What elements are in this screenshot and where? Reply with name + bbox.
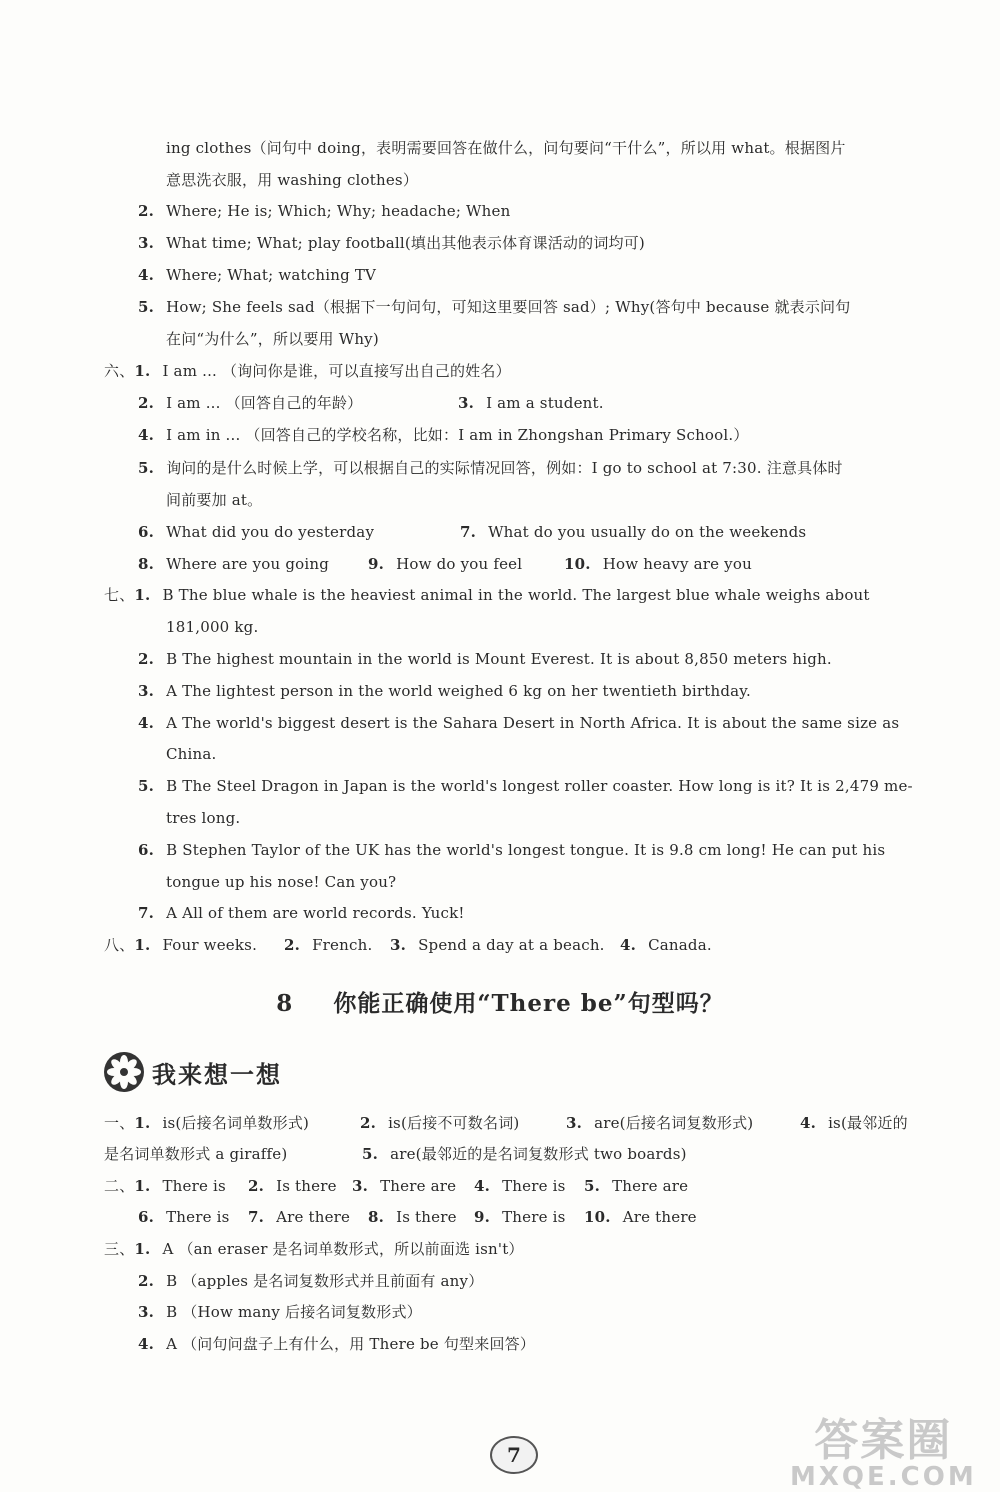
item-number: 1. bbox=[134, 1240, 151, 1258]
item-number: 4. bbox=[138, 266, 155, 284]
answer-line bbox=[104, 1239, 524, 1259]
item-number: 10. bbox=[584, 1208, 611, 1226]
answer-line bbox=[800, 1113, 908, 1133]
line-text: is(后接名词单数形式) bbox=[162, 1114, 310, 1132]
item-number: 3. bbox=[566, 1114, 583, 1132]
line-text: tres long. bbox=[166, 809, 241, 827]
section-marker: 六、 bbox=[104, 362, 135, 380]
item-number: 4. bbox=[138, 426, 155, 444]
line-text: B The Steel Dragon in Japan is the world's longest roller coaster. How long is it? It is 2,479 me- bbox=[166, 777, 913, 795]
item-number: 6. bbox=[138, 1208, 155, 1226]
line-text: There is bbox=[162, 1177, 226, 1195]
section-marker: 一、 bbox=[104, 1114, 135, 1132]
item-number: 4. bbox=[620, 936, 637, 954]
answer-line bbox=[284, 935, 372, 955]
answer-line bbox=[138, 393, 362, 413]
answer-line bbox=[584, 1176, 688, 1196]
line-text: How heavy are you bbox=[602, 555, 752, 573]
line-text: A （an eraser 是名词单数形式，所以前面选 isn't） bbox=[162, 1240, 524, 1258]
line-text: are(最邻近的是名词复数形式 two boards) bbox=[390, 1145, 687, 1163]
item-number: 7. bbox=[138, 904, 155, 922]
line-text: Where are you going bbox=[166, 555, 330, 573]
section-marker: 八、 bbox=[104, 936, 135, 954]
answer-line bbox=[166, 490, 262, 510]
line-text: 间前要加 at。 bbox=[166, 491, 263, 509]
line-text: Is there bbox=[396, 1208, 457, 1226]
answer-line bbox=[368, 554, 522, 574]
line-text: There is bbox=[502, 1177, 566, 1195]
item-number: 2. bbox=[138, 202, 155, 220]
watermark-logo bbox=[790, 1404, 977, 1492]
line-text: What do you usually do on the weekends bbox=[488, 523, 807, 541]
chapter-number: 8 bbox=[276, 990, 294, 1017]
item-number: 3. bbox=[138, 682, 155, 700]
item-number: 5. bbox=[138, 298, 155, 316]
line-text: 询问的是什么时候上学，可以根据自己的实际情况回答，例如：I go to school at 7:30. 注意具体时 bbox=[166, 459, 843, 477]
item-number: 3. bbox=[352, 1177, 369, 1195]
item-number: 5. bbox=[138, 459, 155, 477]
line-text: B （How many 后接名词复数形式） bbox=[166, 1303, 422, 1321]
line-text: What did you do yesterday bbox=[166, 523, 375, 541]
item-number: 2. bbox=[248, 1177, 265, 1195]
line-text: are(后接名词复数形式) bbox=[594, 1114, 754, 1132]
answer-line bbox=[166, 872, 396, 892]
item-number: 1. bbox=[134, 362, 151, 380]
answer-line bbox=[138, 201, 510, 221]
line-text: Four weeks. bbox=[162, 936, 258, 954]
line-text: There is bbox=[166, 1208, 230, 1226]
line-text: tongue up his nose! Can you? bbox=[166, 873, 397, 891]
answer-line bbox=[138, 1334, 535, 1354]
line-text: Where; What; watching TV bbox=[166, 266, 377, 284]
item-number: 2. bbox=[284, 936, 301, 954]
watermark-en: MXQE.COM bbox=[790, 1462, 977, 1492]
answer-line bbox=[138, 713, 899, 733]
line-text: B Stephen Taylor of the UK has the world's longest tongue. It is 9.8 cm long! He can put his bbox=[166, 841, 886, 859]
line-text: A The world's biggest desert is the Sahara Desert in North Africa. It is about the same size as bbox=[166, 714, 900, 732]
answer-line bbox=[104, 935, 257, 955]
answer-line bbox=[104, 1144, 287, 1164]
watermark-cn: 答案圈 bbox=[814, 1415, 953, 1466]
line-text: I am ... （询问你是谁，可以直接写出自己的姓名） bbox=[162, 362, 511, 380]
line-text: Are there bbox=[276, 1208, 351, 1226]
answer-line bbox=[138, 458, 843, 478]
answer-line bbox=[564, 554, 752, 574]
item-number: 1. bbox=[134, 586, 151, 604]
answer-line bbox=[166, 170, 418, 190]
item-number: 8. bbox=[368, 1208, 385, 1226]
answer-line bbox=[104, 1176, 226, 1196]
answer-line bbox=[138, 1207, 230, 1227]
line-text: 在问“为什么”，所以要用 Why) bbox=[166, 330, 379, 348]
item-number: 5. bbox=[584, 1177, 601, 1195]
answer-line bbox=[460, 522, 806, 542]
answer-line bbox=[138, 681, 751, 701]
section-marker: 三、 bbox=[104, 1240, 135, 1258]
line-text: 意思洗衣服，用 washing clothes） bbox=[166, 171, 419, 189]
item-number: 6. bbox=[138, 523, 155, 541]
answer-line bbox=[584, 1207, 697, 1227]
line-text: B The blue whale is the heaviest animal in the world. The largest blue whale weighs about bbox=[162, 586, 870, 604]
answer-line bbox=[474, 1176, 566, 1196]
line-text: I am in ... （回答自己的学校名称，比如：I am in Zhongshan Primary School.） bbox=[166, 426, 749, 444]
answer-line bbox=[138, 840, 885, 860]
line-text: How; She feels sad（根据下一句问句，可知这里要回答 sad）; Why(答句中 because 就表示问句 bbox=[166, 298, 851, 316]
answer-line bbox=[458, 393, 604, 413]
chapter-title bbox=[0, 985, 1000, 1018]
answer-line bbox=[138, 297, 850, 317]
answer-line bbox=[138, 903, 465, 923]
item-number: 2. bbox=[138, 1272, 155, 1290]
item-number: 10. bbox=[564, 555, 591, 573]
answer-line bbox=[166, 329, 379, 349]
line-text: China. bbox=[166, 745, 217, 763]
answer-line bbox=[166, 138, 846, 158]
answer-line bbox=[566, 1113, 753, 1133]
answer-line bbox=[138, 1302, 422, 1322]
badge-label: 我来想一想 bbox=[152, 1059, 282, 1089]
answer-line bbox=[138, 1271, 483, 1291]
line-text: A All of them are world records. Yuck! bbox=[166, 904, 465, 922]
line-text: A （问句问盘子上有什么，用 There be 句型来回答） bbox=[166, 1335, 536, 1353]
answer-line bbox=[474, 1207, 566, 1227]
item-number: 1. bbox=[134, 1177, 151, 1195]
item-number: 7. bbox=[460, 523, 477, 541]
answer-line bbox=[166, 744, 217, 764]
line-text: 是名词单数形式 a giraffe) bbox=[104, 1145, 288, 1163]
item-number: 5. bbox=[138, 777, 155, 795]
item-number: 2. bbox=[360, 1114, 377, 1132]
line-text: 181,000 kg. bbox=[166, 618, 259, 636]
line-text: French. bbox=[312, 936, 373, 954]
answer-line bbox=[362, 1144, 687, 1164]
line-text: How do you feel bbox=[396, 555, 523, 573]
line-text: I am a student. bbox=[486, 394, 604, 412]
item-number: 9. bbox=[474, 1208, 491, 1226]
answer-line bbox=[352, 1176, 456, 1196]
chapter-heading: 你能正确使用“There be”句型吗？ bbox=[333, 990, 724, 1017]
answer-line bbox=[138, 233, 645, 253]
answer-line bbox=[138, 776, 913, 796]
item-number: 1. bbox=[134, 1114, 151, 1132]
section-badge bbox=[104, 1052, 282, 1092]
item-number: 4. bbox=[474, 1177, 491, 1195]
item-number: 3. bbox=[138, 234, 155, 252]
item-number: 4. bbox=[138, 1335, 155, 1353]
line-text: There is bbox=[502, 1208, 566, 1226]
item-number: 1. bbox=[134, 936, 151, 954]
answer-line bbox=[166, 808, 240, 828]
line-text: is(最邻近的 bbox=[828, 1114, 908, 1132]
line-text: Where; He is; Which; Why; headache; When bbox=[166, 202, 511, 220]
item-number: 3. bbox=[138, 1303, 155, 1321]
item-number: 7. bbox=[248, 1208, 265, 1226]
line-text: What time; What; play football(填出其他表示体育课活动的词均可) bbox=[166, 234, 645, 252]
item-number: 4. bbox=[138, 714, 155, 732]
line-text: A The lightest person in the world weighed 6 kg on her twentieth birthday. bbox=[166, 682, 751, 700]
answer-line bbox=[138, 649, 832, 669]
answer-line bbox=[248, 1207, 350, 1227]
section-marker: 二、 bbox=[104, 1177, 135, 1195]
item-number: 5. bbox=[362, 1145, 379, 1163]
answer-line bbox=[138, 522, 374, 542]
line-text: I am ... （回答自己的年龄） bbox=[166, 394, 363, 412]
flower-icon bbox=[104, 1052, 144, 1092]
answer-line bbox=[368, 1207, 457, 1227]
item-number: 4. bbox=[800, 1114, 817, 1132]
item-number: 2. bbox=[138, 394, 155, 412]
page-number-text: 7 bbox=[507, 1443, 521, 1467]
item-number: 3. bbox=[458, 394, 475, 412]
answer-line bbox=[138, 425, 749, 445]
line-text: B （apples 是名词复数形式并且前面有 any） bbox=[166, 1272, 484, 1290]
answer-line bbox=[104, 361, 511, 381]
line-text: There are bbox=[612, 1177, 689, 1195]
answer-line bbox=[620, 935, 712, 955]
answer-line bbox=[360, 1113, 519, 1133]
section-marker: 七、 bbox=[104, 586, 135, 604]
item-number: 3. bbox=[390, 936, 407, 954]
line-text: Canada. bbox=[648, 936, 712, 954]
line-text: There are bbox=[380, 1177, 457, 1195]
item-number: 2. bbox=[138, 650, 155, 668]
answer-line bbox=[138, 554, 329, 574]
answer-line bbox=[104, 585, 870, 605]
line-text: is(后接不可数名词) bbox=[388, 1114, 520, 1132]
item-number: 8. bbox=[138, 555, 155, 573]
item-number: 9. bbox=[368, 555, 385, 573]
answer-line bbox=[166, 617, 258, 637]
item-number: 6. bbox=[138, 841, 155, 859]
answer-line bbox=[390, 935, 605, 955]
line-text: Spend a day at a beach. bbox=[418, 936, 605, 954]
answer-line bbox=[104, 1113, 309, 1133]
page-number bbox=[490, 1436, 538, 1474]
answer-line bbox=[138, 265, 376, 285]
line-text: Are there bbox=[622, 1208, 697, 1226]
line-text: B The highest mountain in the world is Mount Everest. It is about 8,850 meters high. bbox=[166, 650, 832, 668]
answer-line bbox=[248, 1176, 337, 1196]
line-text: Is there bbox=[276, 1177, 337, 1195]
line-text: ing clothes（问句中 doing，表明需要回答在做什么，问句要问“干什么”，所以用 what。根据图片 bbox=[166, 139, 846, 157]
